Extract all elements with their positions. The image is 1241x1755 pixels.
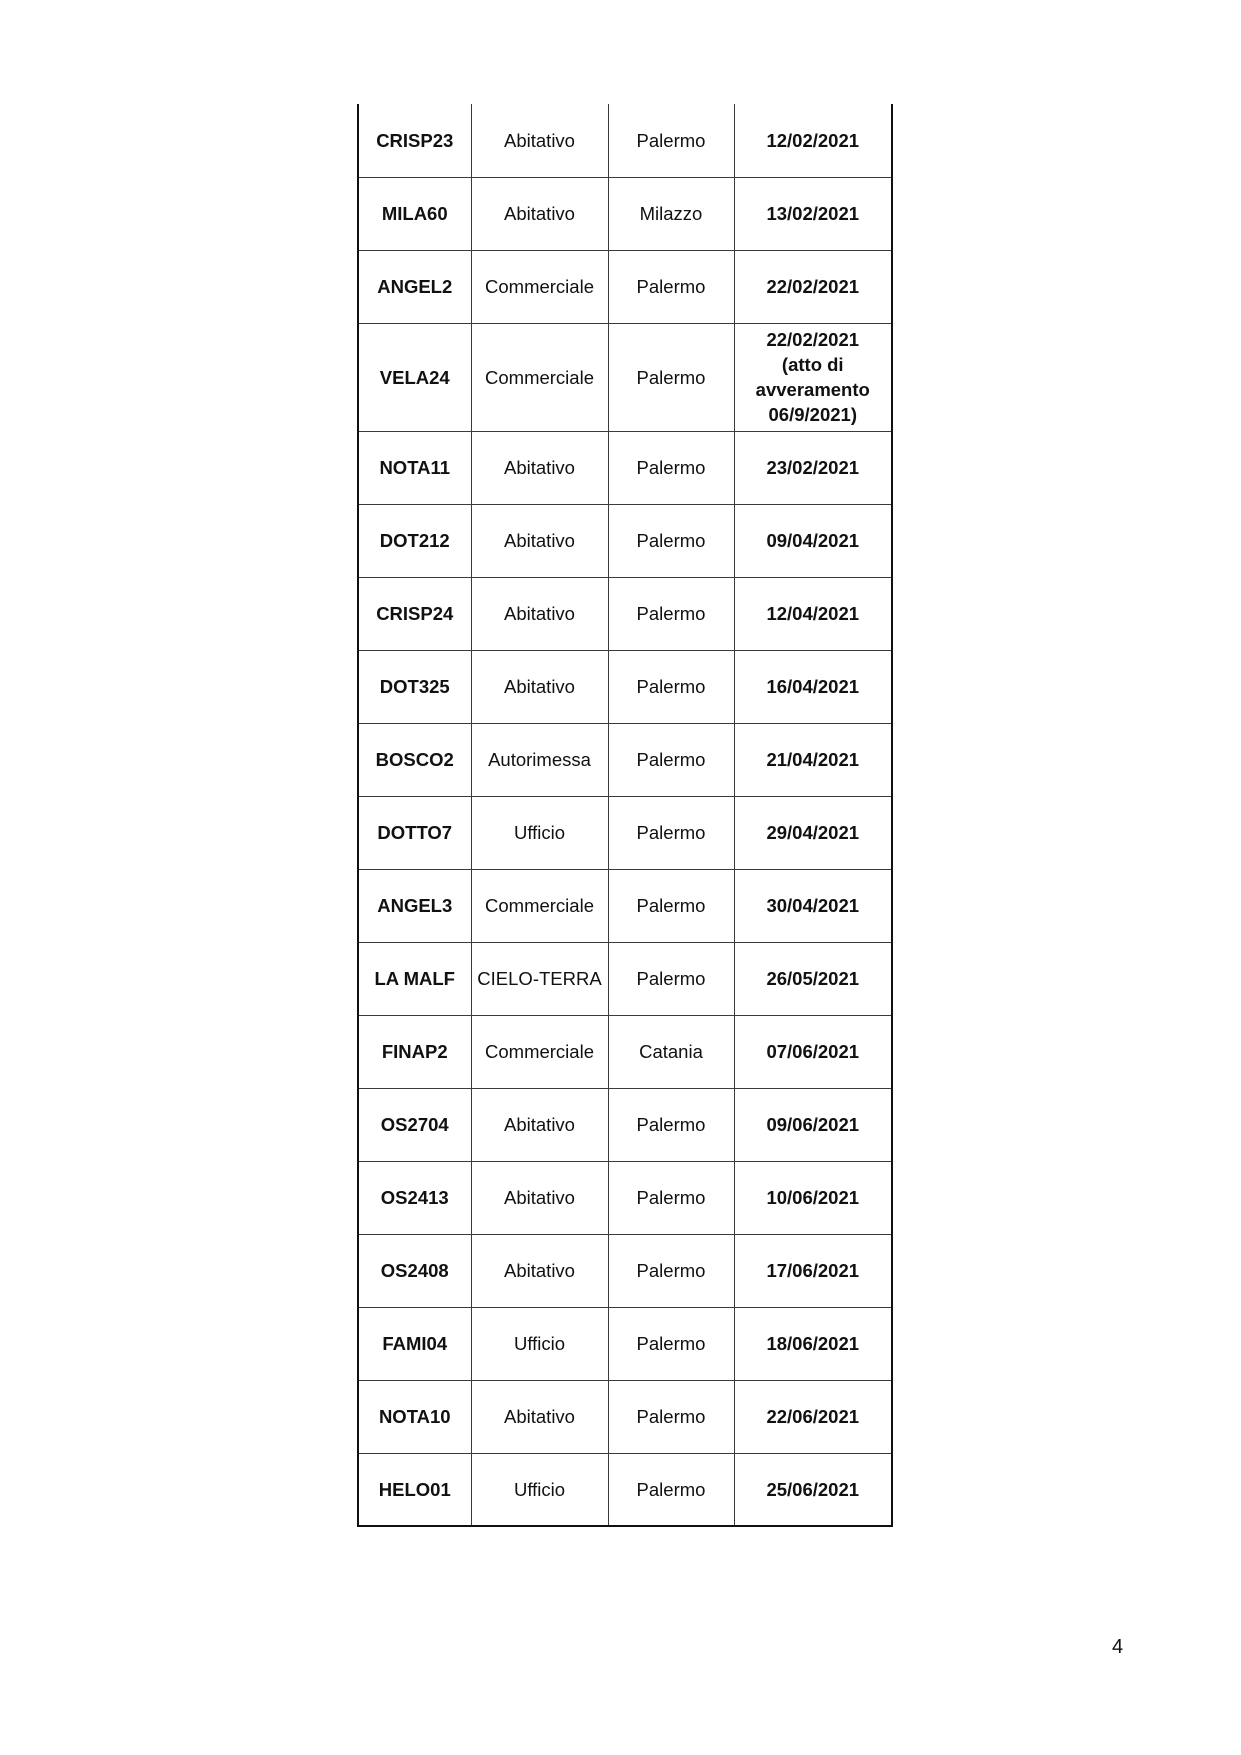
cell-date bbox=[734, 177, 892, 250]
table-row bbox=[358, 1234, 892, 1307]
cell-type: Ufficio bbox=[471, 796, 608, 869]
cell-code: VELA24 bbox=[358, 323, 471, 431]
cell-type: Abitativo bbox=[471, 431, 608, 504]
table-row bbox=[358, 104, 892, 177]
cell-code: FINAP2 bbox=[358, 1015, 471, 1088]
cell-date bbox=[734, 1088, 892, 1161]
date-line: 09/04/2021 bbox=[766, 530, 860, 551]
cell-type: Ufficio bbox=[471, 1453, 608, 1526]
cell-type: CIELO-TERRA bbox=[471, 942, 608, 1015]
cell-code: LA MALF bbox=[358, 942, 471, 1015]
date-line: 07/06/2021 bbox=[766, 1041, 860, 1062]
cell-code: OS2704 bbox=[358, 1088, 471, 1161]
cell-type: Abitativo bbox=[471, 1380, 608, 1453]
date-line: 25/06/2021 bbox=[766, 1478, 860, 1500]
date-line: 22/06/2021 bbox=[766, 1406, 860, 1427]
cell-code: DOT325 bbox=[358, 650, 471, 723]
cell-code: ANGEL2 bbox=[358, 250, 471, 323]
date-line: 22/02/2021 bbox=[766, 276, 860, 297]
cell-city: Palermo bbox=[608, 577, 734, 650]
cell-date bbox=[734, 1234, 892, 1307]
cell-code: ANGEL3 bbox=[358, 869, 471, 942]
cell-city: Palermo bbox=[608, 796, 734, 869]
cell-type: Ufficio bbox=[471, 1307, 608, 1380]
registry-table-container bbox=[357, 104, 891, 1527]
cell-type: Abitativo bbox=[471, 577, 608, 650]
date-line: 22/02/2021 bbox=[766, 329, 860, 350]
date-line: avveramento bbox=[755, 379, 870, 400]
cell-date bbox=[734, 431, 892, 504]
cell-type: Abitativo bbox=[471, 650, 608, 723]
cell-date bbox=[734, 869, 892, 942]
date-line: 16/04/2021 bbox=[766, 676, 860, 697]
table-row bbox=[358, 1015, 892, 1088]
registry-table-body bbox=[358, 104, 892, 1526]
cell-city: Palermo bbox=[608, 504, 734, 577]
cell-city: Palermo bbox=[608, 1161, 734, 1234]
cell-date bbox=[734, 942, 892, 1015]
cell-date bbox=[734, 1015, 892, 1088]
date-line: 09/06/2021 bbox=[766, 1114, 860, 1135]
table-row bbox=[358, 942, 892, 1015]
date-line: 23/02/2021 bbox=[766, 457, 860, 478]
date-line: 21/04/2021 bbox=[766, 749, 860, 770]
cell-city: Palermo bbox=[608, 250, 734, 323]
cell-date bbox=[734, 1161, 892, 1234]
table-row bbox=[358, 323, 892, 431]
cell-code: DOTTO7 bbox=[358, 796, 471, 869]
table-row bbox=[358, 796, 892, 869]
cell-date bbox=[734, 504, 892, 577]
cell-type: Commerciale bbox=[471, 323, 608, 431]
cell-code: HELO01 bbox=[358, 1453, 471, 1526]
cell-city: Palermo bbox=[608, 942, 734, 1015]
cell-type: Commerciale bbox=[471, 250, 608, 323]
table-row bbox=[358, 650, 892, 723]
cell-date bbox=[734, 104, 892, 177]
table-row bbox=[358, 1307, 892, 1380]
date-line: 10/06/2021 bbox=[766, 1187, 860, 1208]
cell-code: CRISP24 bbox=[358, 577, 471, 650]
date-line: 26/05/2021 bbox=[766, 968, 860, 989]
cell-date bbox=[734, 796, 892, 869]
cell-code: DOT212 bbox=[358, 504, 471, 577]
date-line: 12/04/2021 bbox=[766, 603, 860, 624]
cell-date bbox=[734, 723, 892, 796]
date-line: (atto di bbox=[781, 354, 844, 375]
cell-type: Commerciale bbox=[471, 869, 608, 942]
table-row bbox=[358, 869, 892, 942]
cell-city: Palermo bbox=[608, 1088, 734, 1161]
page-number: 4 bbox=[1112, 1636, 1124, 1658]
cell-code: MILA60 bbox=[358, 177, 471, 250]
cell-city: Palermo bbox=[608, 431, 734, 504]
cell-city: Catania bbox=[608, 1015, 734, 1088]
cell-type: Abitativo bbox=[471, 504, 608, 577]
cell-code: BOSCO2 bbox=[358, 723, 471, 796]
date-line: 13/02/2021 bbox=[766, 203, 860, 224]
table-row bbox=[358, 1088, 892, 1161]
cell-code: NOTA10 bbox=[358, 1380, 471, 1453]
cell-city: Palermo bbox=[608, 1380, 734, 1453]
cell-code: OS2408 bbox=[358, 1234, 471, 1307]
cell-city: Palermo bbox=[608, 1307, 734, 1380]
date-line: 12/02/2021 bbox=[766, 129, 860, 151]
cell-date bbox=[734, 577, 892, 650]
cell-code: CRISP23 bbox=[358, 104, 471, 177]
registry-table bbox=[357, 104, 893, 1527]
table-row bbox=[358, 431, 892, 504]
table-row bbox=[358, 577, 892, 650]
cell-date bbox=[734, 1380, 892, 1453]
cell-city: Palermo bbox=[608, 104, 734, 177]
cell-type: Abitativo bbox=[471, 1161, 608, 1234]
date-line: 06/9/2021) bbox=[768, 404, 857, 425]
table-row bbox=[358, 723, 892, 796]
table-row bbox=[358, 1161, 892, 1234]
cell-date bbox=[734, 650, 892, 723]
cell-city: Palermo bbox=[608, 1453, 734, 1526]
cell-city: Palermo bbox=[608, 1234, 734, 1307]
table-row bbox=[358, 1453, 892, 1526]
date-line: 29/04/2021 bbox=[766, 822, 860, 843]
date-line: 18/06/2021 bbox=[766, 1333, 860, 1354]
cell-city: Palermo bbox=[608, 323, 734, 431]
date-line: 17/06/2021 bbox=[766, 1260, 860, 1281]
cell-code: NOTA11 bbox=[358, 431, 471, 504]
cell-type: Abitativo bbox=[471, 104, 608, 177]
table-row bbox=[358, 1380, 892, 1453]
cell-type: Abitativo bbox=[471, 1234, 608, 1307]
cell-date bbox=[734, 323, 892, 431]
table-row bbox=[358, 504, 892, 577]
table-row bbox=[358, 250, 892, 323]
cell-type: Autorimessa bbox=[471, 723, 608, 796]
cell-type: Abitativo bbox=[471, 1088, 608, 1161]
cell-city: Palermo bbox=[608, 723, 734, 796]
cell-type: Commerciale bbox=[471, 1015, 608, 1088]
cell-date bbox=[734, 250, 892, 323]
cell-city: Palermo bbox=[608, 650, 734, 723]
cell-type: Abitativo bbox=[471, 177, 608, 250]
cell-code: FAMI04 bbox=[358, 1307, 471, 1380]
cell-city: Milazzo bbox=[608, 177, 734, 250]
cell-date bbox=[734, 1453, 892, 1526]
cell-date bbox=[734, 1307, 892, 1380]
cell-city: Palermo bbox=[608, 869, 734, 942]
date-line: 30/04/2021 bbox=[766, 895, 860, 916]
table-row bbox=[358, 177, 892, 250]
cell-code: OS2413 bbox=[358, 1161, 471, 1234]
